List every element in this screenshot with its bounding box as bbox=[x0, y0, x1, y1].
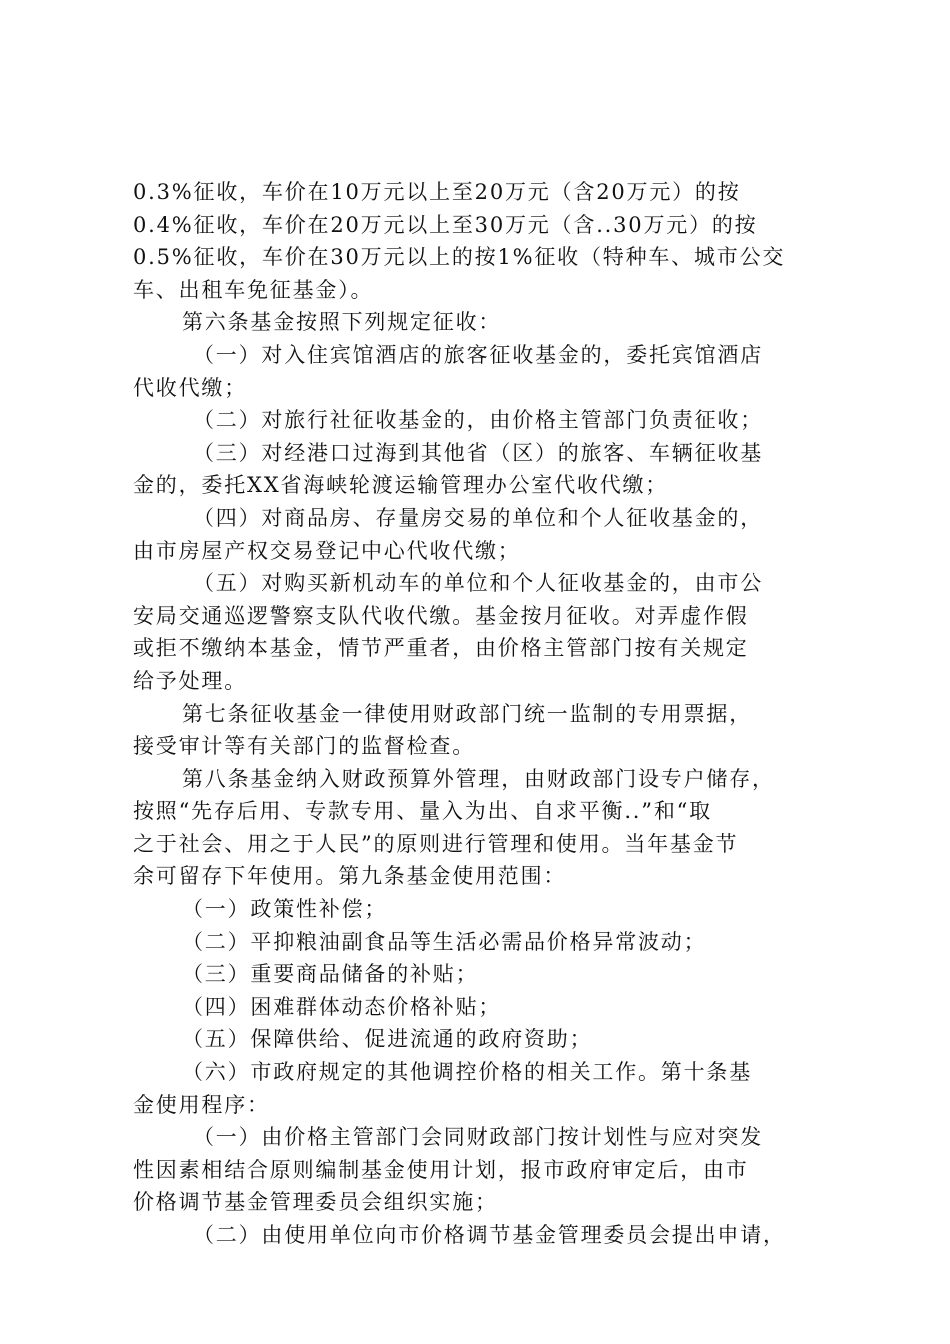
text-line: 由市房屋产权交易登记中心代收代缴； bbox=[133, 538, 521, 563]
text-line: （二）由使用单位向市价格调节基金管理委员会提出申请， bbox=[193, 1223, 786, 1247]
text-line: （六）市政府规定的其他调控价格的相关工作。第十条基 bbox=[182, 1060, 752, 1085]
text-line: （一）对入住宾馆酒店的旅客征收基金的，委托宾馆酒店 bbox=[193, 342, 763, 367]
text-line: （二）平抑粮油副食品等生活必需品价格异常波动； bbox=[182, 929, 707, 954]
text-line: 第七条征收基金一律使用财政部门统一监制的专用票据， bbox=[182, 701, 752, 726]
text-line: 或拒不缴纳本基金，情节严重者，由价格主管部门按有关规定 bbox=[133, 636, 749, 661]
text-line: （二）对旅行社征收基金的，由价格主管部门负责征收； bbox=[193, 408, 763, 433]
text-line: 性因素相结合原则编制基金使用计划，报市政府审定后，由市 bbox=[133, 1157, 749, 1182]
text-line: 0.5%征收，车价在30万元以上的按1%征收（特种车、城市公交 bbox=[133, 245, 786, 270]
text-line: （一）由价格主管部门会同财政部门按计划性与应对突发 bbox=[193, 1125, 763, 1150]
text-line: （三）重要商品储备的补贴； bbox=[182, 962, 479, 987]
text-line: 0.3%征收，车价在10万元以上至20万元（含20万元）的按 bbox=[133, 180, 741, 204]
text-line: 余可留存下年使用。第九条基金使用范围： bbox=[133, 864, 567, 889]
text-line: （四）对商品房、存量房交易的单位和个人征收基金的， bbox=[193, 505, 763, 530]
text-line: （三）对经港口过海到其他省（区）的旅客、车辆征收基 bbox=[193, 440, 763, 465]
text-line: 安局交通巡逻警察支队代收代缴。基金按月征收。对弄虚作假 bbox=[133, 603, 749, 628]
text-line: （一）政策性补偿； bbox=[182, 897, 388, 922]
text-line: 金使用程序： bbox=[133, 1092, 270, 1117]
text-line: （五）对购买新机动车的单位和个人征收基金的，由市公 bbox=[193, 571, 763, 596]
text-line: 代收代缴； bbox=[133, 375, 247, 400]
text-line: 第六条基金按照下列规定征收： bbox=[182, 310, 502, 335]
text-line: 0.4%征收，车价在20万元以上至30万元（含..30万元）的按 bbox=[133, 212, 758, 237]
text-line: 金的，委托XX省海峡轮渡运输管理办公室代收代缴； bbox=[133, 473, 669, 498]
text-line: 接受审计等有关部门的监督检查。 bbox=[133, 734, 475, 759]
text-line: 按照“先存后用、专款专用、量入为出、自求平衡..”和“取 bbox=[133, 799, 712, 824]
text-line: 第八条基金纳入财政预算外管理，由财政部门设专户储存， bbox=[182, 766, 775, 791]
text-line: （四）困难群体动态价格补贴； bbox=[182, 994, 502, 1019]
text-line: 车、出租车免征基金）。 bbox=[133, 277, 374, 302]
text-line: 价格调节基金管理委员会组织实施； bbox=[133, 1190, 498, 1215]
text-line: 之于社会、用之于人民”的原则进行管理和使用。当年基金节 bbox=[133, 831, 739, 856]
text-line: 给予处理。 bbox=[133, 668, 247, 693]
document-body bbox=[133, 176, 833, 1252]
text-line: （五）保障供给、促进流通的政府资助； bbox=[182, 1027, 593, 1052]
